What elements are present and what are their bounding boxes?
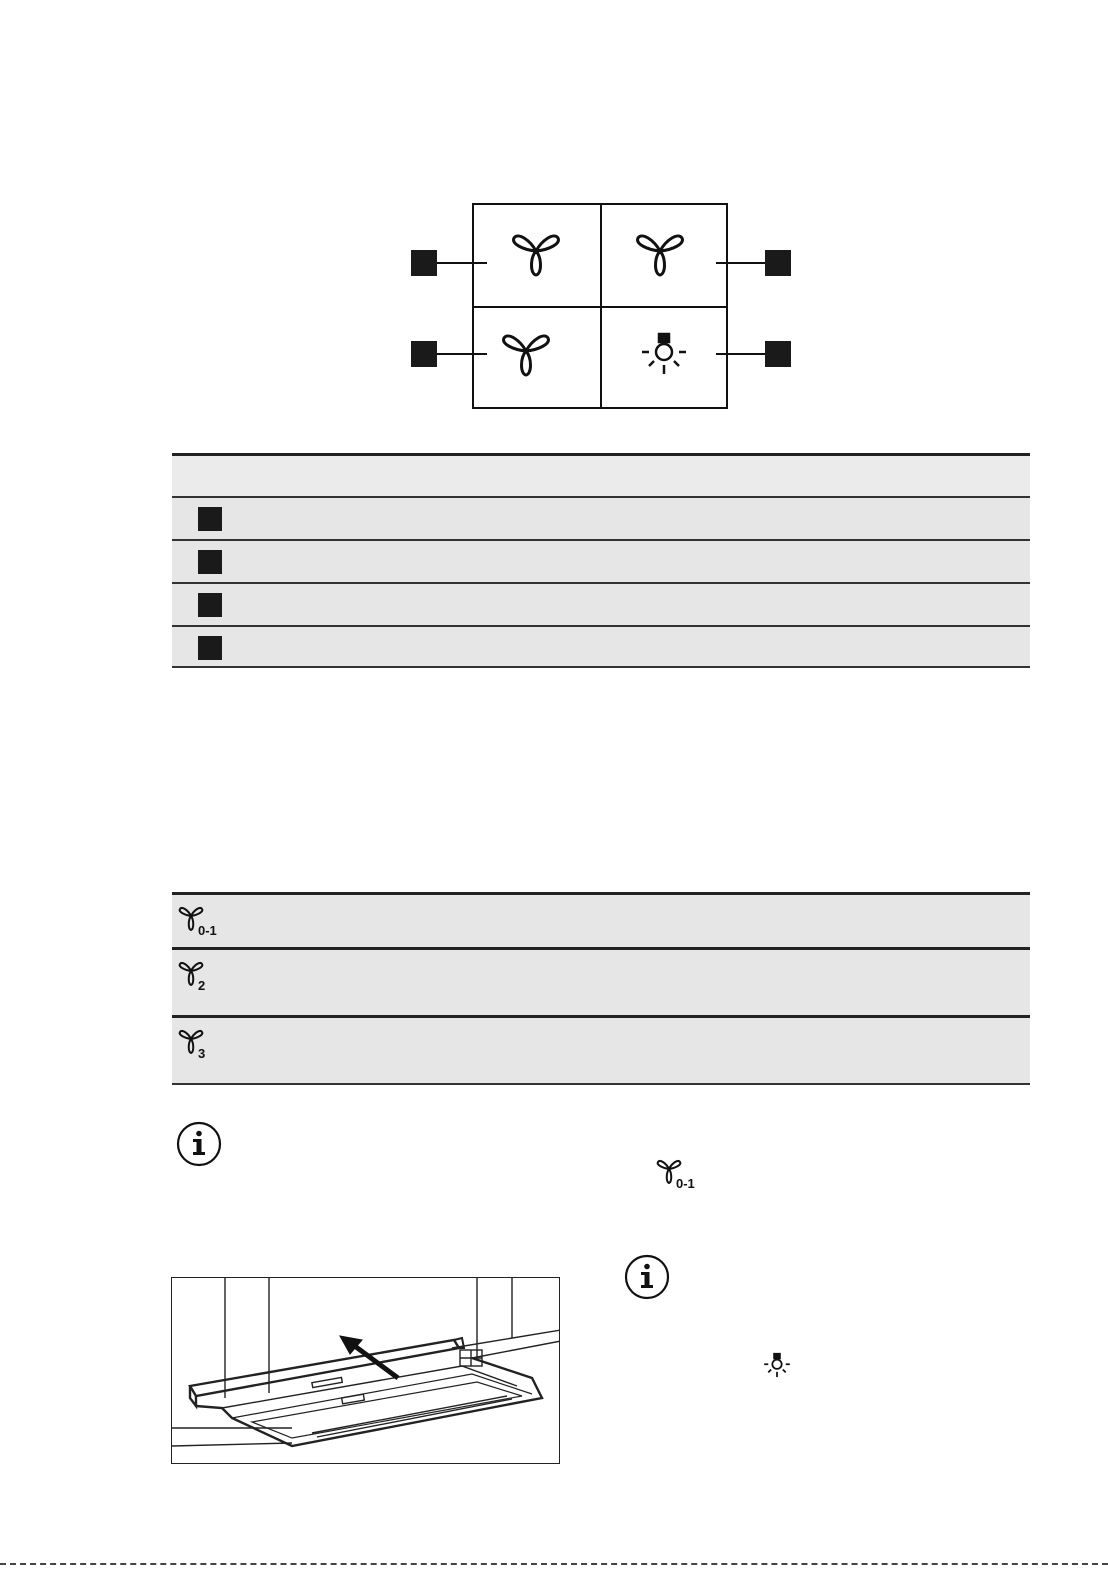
table-row — [172, 892, 1030, 947]
hood-illustration — [171, 1277, 560, 1464]
svg-text:0-1: 0-1 — [676, 1176, 695, 1191]
callout-marker — [198, 636, 222, 660]
fan-speed-2-icon — [178, 958, 218, 999]
light-bulb-icon[interactable] — [640, 331, 688, 379]
table-row — [172, 947, 1030, 1015]
fan-speed-0-1-icon — [656, 1156, 708, 1192]
svg-text:0-1: 0-1 — [198, 923, 217, 938]
fan-icon[interactable] — [634, 226, 686, 278]
callout-marker — [765, 341, 791, 367]
panel-divider-horizontal — [474, 306, 726, 308]
table-row — [172, 582, 1030, 625]
leader-line — [716, 353, 765, 355]
info-icon — [176, 1121, 222, 1167]
light-bulb-icon — [763, 1352, 791, 1380]
info-icon — [624, 1254, 670, 1300]
callout-marker — [765, 250, 791, 276]
table-row — [172, 496, 1030, 539]
table-row — [172, 625, 1030, 668]
controls-table — [172, 453, 1030, 668]
callout-marker — [198, 593, 222, 617]
table-row — [172, 1015, 1030, 1085]
callout-marker — [411, 250, 437, 276]
page-footer-rule — [0, 1563, 1108, 1565]
table-row — [172, 539, 1030, 582]
leader-line — [437, 353, 487, 355]
fan-speed-0-1-icon — [178, 903, 230, 944]
callout-marker — [411, 341, 437, 367]
table-header — [172, 453, 1030, 496]
callout-marker — [198, 507, 222, 531]
callout-marker — [198, 550, 222, 574]
svg-text:2: 2 — [198, 978, 206, 993]
fan-icon[interactable] — [510, 226, 562, 278]
fan-icon[interactable] — [500, 326, 552, 378]
speed-table — [172, 892, 1030, 1085]
leader-line — [716, 262, 765, 264]
fan-speed-3-icon — [178, 1026, 218, 1067]
svg-text:3: 3 — [198, 1046, 206, 1061]
leader-line — [437, 262, 487, 264]
